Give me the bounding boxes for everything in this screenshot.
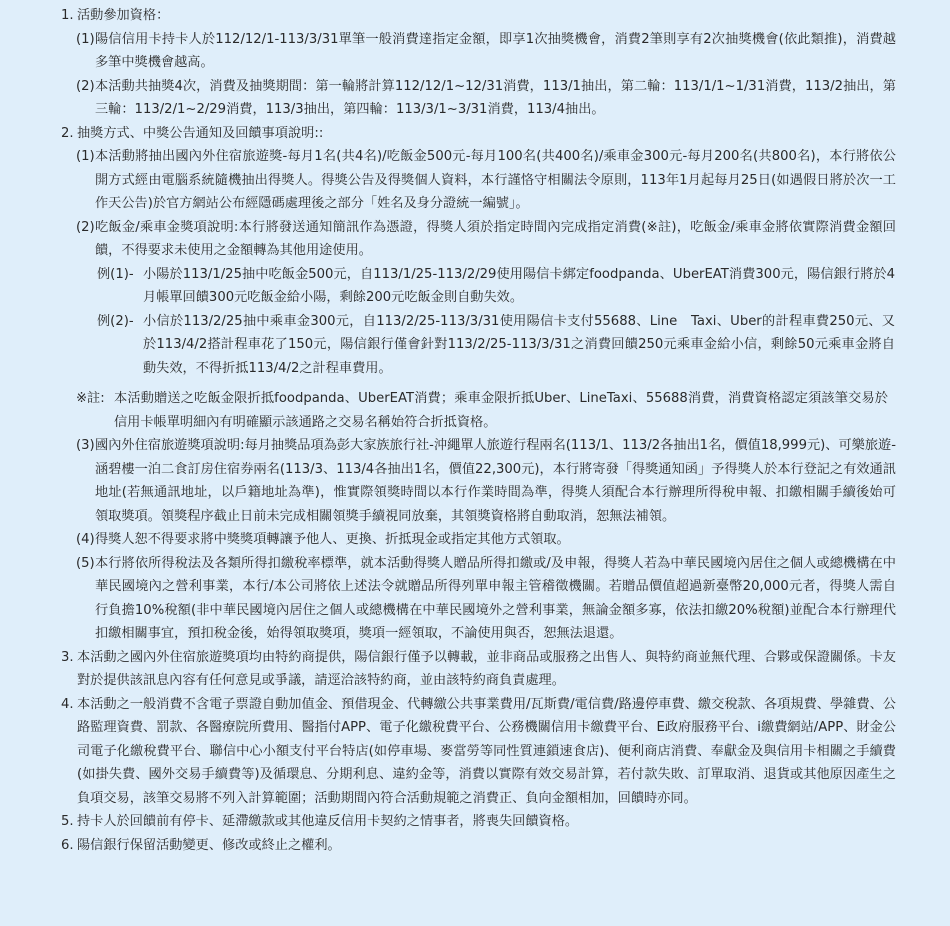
example-mark: 例(1)- (97, 266, 134, 282)
item-text: 本行將依所得稅法及各類所得扣繳稅率標準，就本活動得獎人贈品所得扣繳或/及申報，得獎人若為中華民國境內居住之個人或總機構在中華民國境內之營利事業，本行/本公司將依上述法令就贈品所得列單申報主管稽徵機關。若贈品價值超過新臺幣20,000元者，得獎人需自行負擔10%稅額(非中華民國境內居住之個人或總機構在中華民國境外之營利事業，無論金額多寡，依法扣繳20%稅額)並配合本行辦理代扣繳相關事宜，預扣稅金後，始得領取獎項，獎項一經領取，不論使用與否，恕無法退還。 (95, 555, 896, 641)
note (0, 387, 888, 434)
section-1-item-1 (0, 28, 896, 75)
section-number: 4. (61, 696, 74, 712)
item-text: 吃飯金/乘車金獎項說明:本行將發送通知簡訊作為憑證，得獎人須於指定時間內完成指定消費(※註)，吃飯金/乘車金將依實際消費金額回饋，不得要求未使用之金額轉為其他用途使用。 (95, 219, 896, 258)
section-2-item-1 (0, 145, 896, 216)
section-text: 持卡人於回饋前有停卡、延滯繳款或其他違反信用卡契約之情事者，將喪失回饋資格。 (77, 814, 579, 829)
section-4 (0, 693, 896, 811)
item-text: 本活動將抽出國內外住宿旅遊獎-每月1名(共4名)/吃飯金500元-每月100名(共400名)/乘車金300元-每月200名(共800名)，本行將依公開方式經由電腦系統隨機抽出得獎人。得獎公告及得獎個人資料，本行謹恪守相關法令原則，113年1月起每月25日(如遇假日將於次一工作天公告)於官方網站公布經隱碼處理後之部分「姓名及身分證統一編號」。 (95, 149, 896, 211)
item-mark: (1) (76, 31, 95, 47)
item-mark: (2) (76, 78, 95, 94)
example-2 (0, 310, 895, 381)
section-text: 陽信銀行保留活動變更、修改或終止之權利。 (77, 837, 341, 853)
item-text: 國內外住宿旅遊獎項說明:每月抽獎品項為彭大家族旅行社-沖繩單人旅遊行程兩名(113/1、113/2各抽出1名，價值18,999元)、可樂旅遊-涵碧樓一泊二食訂房住宿券兩名(113/3、113/4各抽出1名，價值22,300元)，本行將寄發「得獎通知函」予得獎人於本行登記之有效通訊地址(若無通訊地址，以戶籍地址為準)，惟實際領獎時間以本行作業時間為準，得獎人須配合本行辦理所得稅申報、扣繳相關手續後始可領取獎項。領獎程序截止日前未完成相關領獎手續視同放棄，其領獎資格將自動取消，恕無法補領。 (95, 438, 896, 524)
section-5 (0, 810, 896, 834)
section-2-item-4 (0, 528, 896, 552)
example-text: 小陽於113/1/25抽中吃飯金500元，自113/1/25-113/2/29使用陽信卡綁定foodpanda、UberEAT消費300元，陽信銀行將於4月帳單回饋300元吃飯金給小陽，剩餘200元吃飯金則自動失效。 (143, 266, 895, 305)
item-mark: (5) (76, 555, 95, 571)
section-1 (0, 4, 896, 28)
section-2-item-2 (0, 216, 896, 263)
item-mark: (1) (76, 149, 95, 164)
section-title: 抽獎方式、中獎公告通知及回饋事項說明:: (77, 125, 324, 141)
item-mark: (3) (76, 438, 95, 453)
example-mark: 例(2)- (97, 313, 134, 329)
item-mark: (2) (76, 219, 95, 235)
section-2 (0, 122, 896, 146)
section-text: 本活動之一般消費不含電子票證自動加值金、預借現金、代轉繳公共事業費用/瓦斯費/電信費/路邊停車費、繳交稅款、各項規費、學雜費、公路監理資費、罰款、各醫療院所費用、醫指付APP、電子化繳稅費平台、公務機關信用卡繳費平台、E政府服務平台、i繳費網站/APP、財金公司電子化繳稅費平台、聯信中心小額支付平台特店(如停車場、麥當勞等同性質連鎖速食店)、便利商店消費、奉獻金及與信用卡相關之手續費(如掛失費、國外交易手續費等)及循環息、分期利息、違約金等，消費以實際有效交易計算，若付款失敗、訂單取消、退貨或其他原因產生之負項交易，該筆交易將不列入計算範圍；活動期間內符合活動規範之消費正、負向金額相加，回饋時亦同。 (77, 696, 896, 806)
item-mark: (4) (76, 532, 95, 547)
section-3 (0, 646, 896, 693)
example-1 (0, 263, 895, 310)
section-2-item-3 (0, 434, 896, 528)
section-6 (0, 834, 896, 858)
item-text: 得獎人恕不得要求將中獎獎項轉讓予他人、更換、折抵現金或指定其他方式領取。 (95, 532, 570, 547)
section-1-item-2 (0, 75, 896, 122)
section-title: 活動參加資格： (77, 8, 170, 23)
item-text: 陽信信用卡持卡人於112/12/1-113/3/31單筆一般消費達指定金額，即享1次抽獎機會，消費2筆則享有2次抽獎機會(依此類推)，消費越多筆中獎機會越高。 (95, 31, 896, 70)
note-text: 本活動贈送之吃飯金限折抵foodpanda、UberEAT消費；乘車金限折抵Uber、LineTaxi、55688消費，消費資格認定須該筆交易於信用卡帳單明細內有明確顯示該通路之交易名稱始符合折抵資格。 (114, 391, 888, 430)
section-number: 6. (61, 837, 74, 853)
section-number: 5. (61, 814, 74, 829)
section-text: 本活動之國內外住宿旅遊獎項均由特約商提供，陽信銀行僅予以轉載，並非商品或服務之出售人、與特約商並無代理、合夥或保證關係。卡友對於提供該訊息內容有任何意見或爭議，請逕洽該特約商，並由該特約商負責處理。 (77, 649, 896, 688)
section-2-item-5 (0, 552, 896, 646)
section-number: 2. (61, 125, 74, 141)
section-number: 3. (61, 649, 74, 665)
item-text: 本活動共抽獎4次，消費及抽獎期間：第一輪將計算112/12/1~12/31消費，113/1抽出，第二輪：113/1/1~1/31消費，113/2抽出，第三輪：113/2/1~2/29消費，113/3抽出，第四輪：113/3/1~3/31消費，113/4抽出。 (95, 78, 896, 117)
terms-document (0, 4, 950, 857)
section-number: 1. (61, 8, 74, 23)
example-text: 小信於113/2/25抽中乘車金300元，自113/2/25-113/3/31使用陽信卡支付55688、Line Taxi、Uber的計程車費250元、又於113/4/2搭計程車花了150元，陽信銀行僅會針對113/2/25-113/3/31之消費回饋250元乘車金給小信，剩餘50元乘車金將自動失效，不得折抵113/4/2之計程車費用。 (143, 313, 895, 376)
note-mark: ※註: (76, 391, 105, 406)
